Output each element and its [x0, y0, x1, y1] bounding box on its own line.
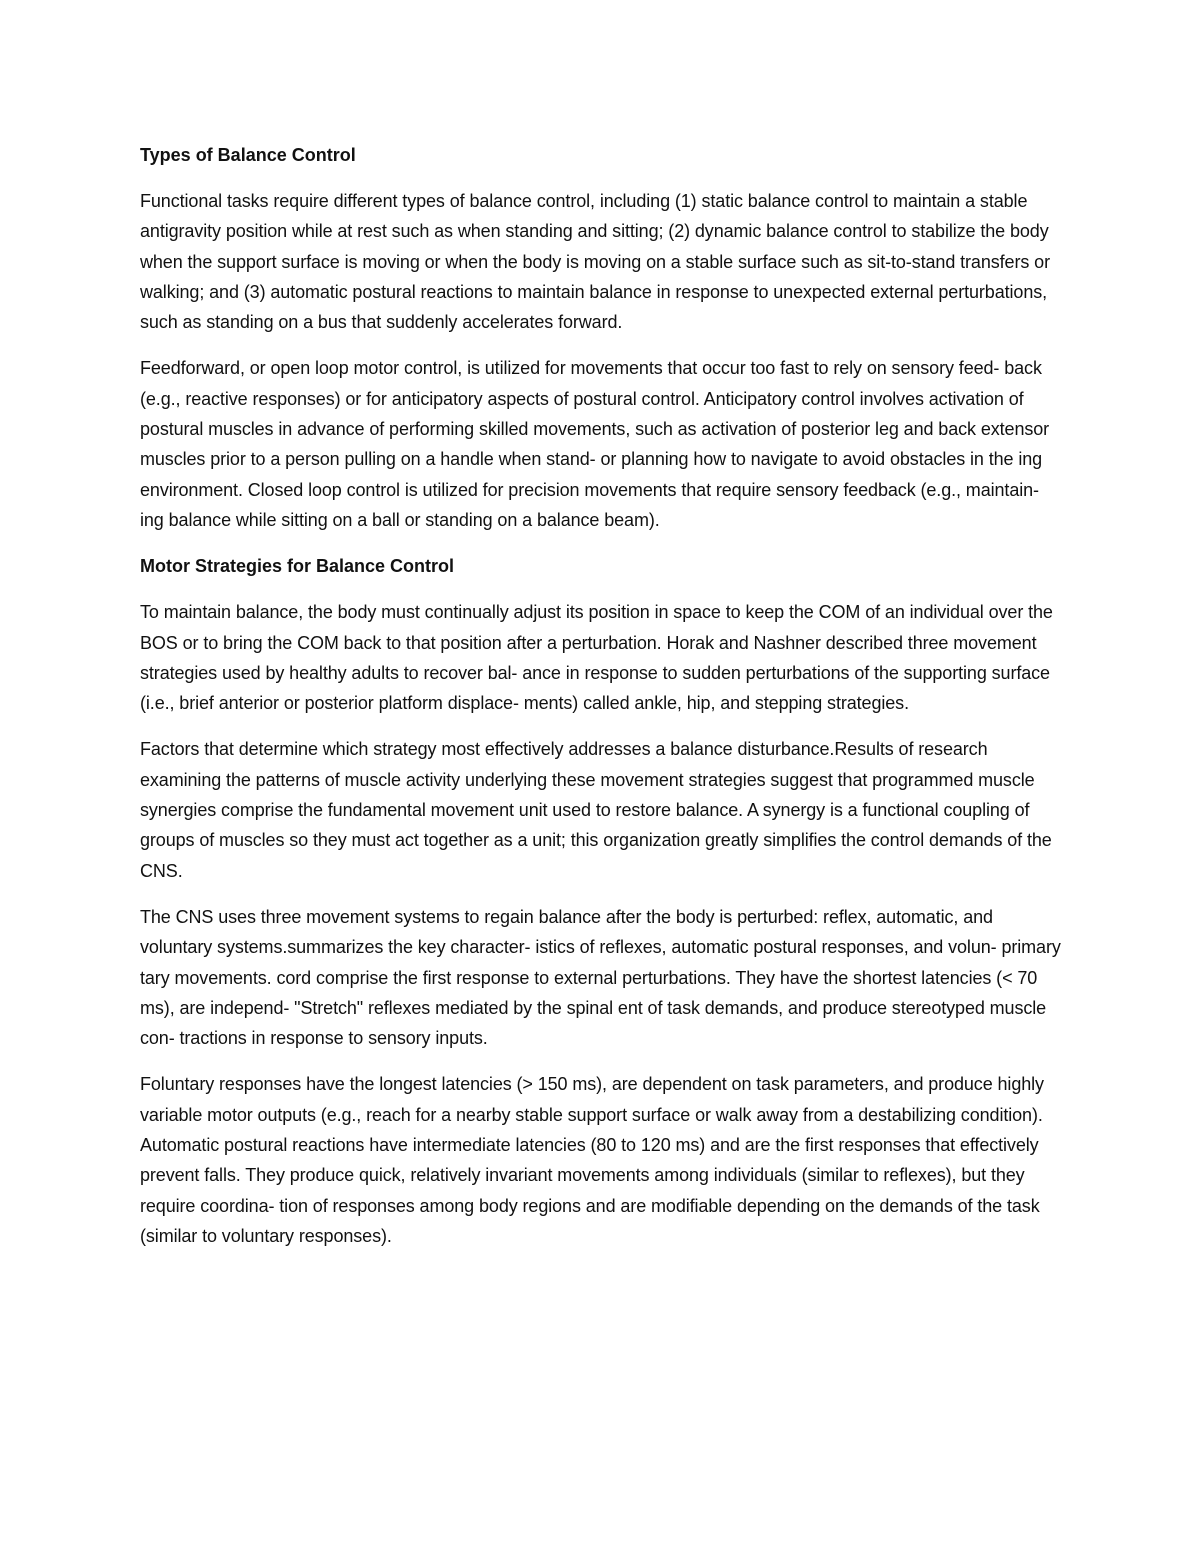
paragraph-cns-systems: The CNS uses three movement systems to regain balance after the body is perturbed: reflex, automatic, and voluntary systems.summarizes the key character- istics of reflexes, automatic postural responses, and volun- primary tary movements. cord comprise the first response to external perturbations. They have the shortest latencies (< 70 ms), are independ- "Stretch" reflexes mediated by the spinal ent of task demands, and produce stereotyped muscle con- tractions in response to sensory inputs.: [140, 906, 1061, 1049]
paragraph-feedforward: Feedforward, or open loop motor control, is utilized for movements that occur too fast to rely on sensory feed- back (e.g., reactive responses) or for anticipatory aspects of postural control. Anticipatory control involves activation of postural muscles in advance of performing skilled movements, such as activation of posterior leg and back extensor muscles prior to a person pulling on a handle when stand- or planning how to navigate to avoid obstacles in the ing environment. Closed loop control is utilized for precision movements that require sensory feedback (e.g., maintain- ing balance while sitting on a ball or standing on a balance beam).: [140, 358, 1050, 530]
paragraph-factors: Factors that determine which strategy most effectively addresses a balance disturbance.Results of research examining the patterns of muscle activity underlying these movement strategies suggest that programmed muscle synergies comprise the fundamental movement unit used to restore balance. A synergy is a functional coupling of groups of muscles so they must act together as a unit; this organization greatly simplifies the control demands of the CNS.: [140, 739, 1052, 881]
document-page: [140, 140, 1065, 1267]
paragraph-maintain-balance: To maintain balance, the body must continually adjust its position in space to keep the COM of an individual over the BOS or to bring the COM back to that position after a perturbation. Horak and Nashner described three movement strategies used by healthy adults to recover bal- ance in response to sudden perturbations of the supporting surface (i.e., brief anterior or posterior platform displace- ments) called ankle, hip, and stepping strategies.: [140, 602, 1053, 714]
paragraph-functional-tasks: Functional tasks require different types of balance control, including (1) static balance control to maintain a stable antigravity position while at rest such as when standing and sitting; (2) dynamic balance control to stabilize the body when the support surface is moving or when the body is moving on a stable surface such as sit-to-stand transfers or walking; and (3) automatic postural reactions to maintain balance in response to unexpected external perturbations, such as standing on a bus that suddenly accelerates forward.: [140, 191, 1050, 333]
paragraph-voluntary-responses: Foluntary responses have the longest latencies (> 150 ms), are dependent on task parameters, and produce highly variable motor outputs (e.g., reach for a nearby stable support surface or walk away from a destabilizing condition). Automatic postural reactions have intermediate latencies (80 to 120 ms) and are the first responses that effectively prevent falls. They produce quick, relatively invariant movements among individuals (similar to reflexes), but they require coordina- tion of responses among body regions and are modifiable depending on the demands of the task (similar to voluntary responses).: [140, 1074, 1044, 1246]
section-heading-motor-strategies: Motor Strategies for Balance Control: [140, 556, 455, 577]
section-heading-types-of-balance-control: Types of Balance Control: [140, 145, 356, 165]
